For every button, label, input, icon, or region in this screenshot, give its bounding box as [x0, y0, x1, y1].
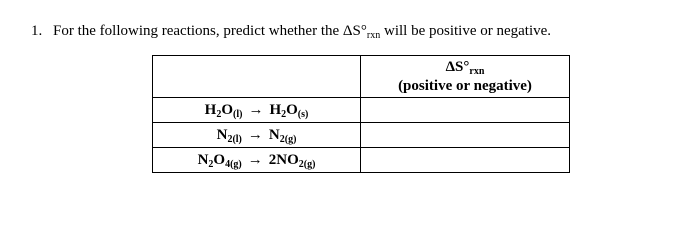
- reactant: N: [197, 151, 209, 168]
- product-subscript: 2: [281, 108, 287, 120]
- reactions-table: [152, 55, 570, 173]
- header-symbol: ΔS°: [445, 58, 470, 75]
- reactant-rest: O: [221, 101, 233, 118]
- reactant-subscript: 2: [216, 108, 222, 120]
- product: N: [268, 126, 280, 143]
- table-row: [153, 98, 570, 123]
- reaction-equation: [153, 123, 361, 148]
- product: 2NO: [268, 151, 299, 168]
- question-text-after: will be positive or negative.: [380, 23, 552, 39]
- header-entropy-symbol: [361, 59, 569, 77]
- reaction-equation: [153, 98, 361, 123]
- reactant-subscript: 2: [208, 158, 214, 170]
- table-row: [153, 148, 570, 173]
- question-subscript: rxn: [366, 30, 381, 41]
- header-subscript: rxn: [469, 65, 485, 77]
- reactant: N: [216, 126, 228, 143]
- reactant-state: 4(g): [225, 158, 242, 170]
- answer-cell[interactable]: [361, 148, 570, 173]
- product-state: (s): [297, 108, 309, 120]
- reactant-rest: O: [213, 151, 226, 168]
- table-row: [153, 123, 570, 148]
- product-subscript: 2(g): [298, 158, 316, 170]
- header-label: (positive or negative): [398, 77, 532, 94]
- reactant-subscript: 2(l): [227, 133, 242, 145]
- product: H: [269, 101, 282, 118]
- reaction-arrow-icon: →: [248, 101, 264, 118]
- question-text: [31, 23, 551, 40]
- reaction-arrow-icon: →: [247, 151, 263, 168]
- header-reaction-cell: [153, 56, 361, 98]
- reaction-equation: [153, 148, 361, 173]
- answer-cell[interactable]: [361, 98, 570, 123]
- header-entropy-cell: [361, 56, 570, 98]
- reactant: H: [204, 101, 217, 118]
- reactant-state: (l): [232, 108, 243, 120]
- question-text-before: For the following reactions, predict whether the ΔS°: [53, 23, 367, 39]
- table-header-row: [153, 56, 570, 98]
- product-subscript: 2(g): [279, 133, 297, 145]
- question-number: 1.: [31, 23, 43, 39]
- reaction-arrow-icon: →: [247, 126, 263, 143]
- answer-cell[interactable]: [361, 123, 570, 148]
- product-rest: O: [286, 101, 298, 118]
